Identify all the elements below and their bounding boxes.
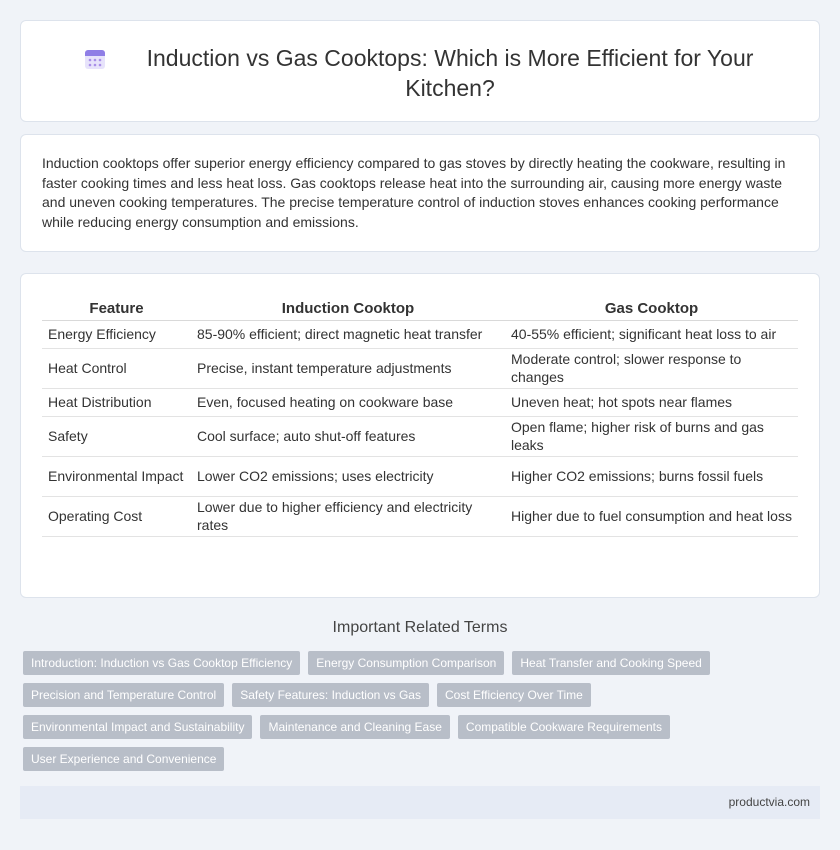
table-cell: Cool surface; auto shut-off features [191,416,505,456]
table-cell: Uneven heat; hot spots near flames [505,388,798,416]
related-term-tag[interactable]: Energy Consumption Comparison [308,651,504,675]
related-term-tag[interactable]: Safety Features: Induction vs Gas [232,683,429,707]
table-row [42,416,798,456]
table-row [42,496,798,536]
table-cell: Operating Cost [42,496,191,536]
footer [20,786,820,819]
table-cell: Safety [42,416,191,456]
related-terms-heading: Important Related Terms [332,619,508,636]
table-row [42,388,798,416]
related-terms-list [23,651,813,779]
related-term-tag[interactable]: Compatible Cookware Requirements [458,715,670,739]
table-cell: 85-90% efficient; direct magnetic heat transfer [191,320,505,348]
table-cell: Heat Distribution [42,388,191,416]
related-term-tag[interactable]: Environmental Impact and Sustainability [23,715,252,739]
table-cell: Open flame; higher risk of burns and gas leaks [505,416,798,456]
column-header-feature: Feature [42,294,191,320]
column-header-gas: Gas Cooktop [505,294,798,320]
table-cell: Even, focused heating on cookware base [191,388,505,416]
comparison-table [42,294,798,537]
table-cell: Environmental Impact [42,456,191,496]
table-cell: Energy Efficiency [42,320,191,348]
related-term-tag[interactable]: Heat Transfer and Cooking Speed [512,651,709,675]
table-cell: Heat Control [42,348,191,388]
related-term-tag[interactable]: User Experience and Convenience [23,747,224,771]
intro-card [20,134,820,252]
related-term-tag[interactable]: Maintenance and Cleaning Ease [260,715,449,739]
column-header-induction: Induction Cooktop [191,294,505,320]
footer-site-link[interactable]: productvia.com [728,795,810,809]
page-title: Induction vs Gas Cooktops: Which is More Efficient for Your Kitchen? [146,45,754,101]
table-row [42,456,798,496]
table-row [42,348,798,388]
related-term-tag[interactable]: Precision and Temperature Control [23,683,224,707]
table-header-row [42,294,798,320]
comparison-card [20,273,820,598]
table-cell: Lower CO2 emissions; uses electricity [191,456,505,496]
table-cell: Lower due to higher efficiency and electricity rates [191,496,505,536]
intro-paragraph: Induction cooktops offer superior energy efficiency compared to gas stoves by directly heating the cookware, resulting in faster cooking times and less heat loss. Gas cooktops release heat into the surrounding air, causing more energy waste and uneven cooking temperatures. The precise temperature control of induction stoves enhances cooking performance while reducing energy consumption and emissions. [42,155,786,230]
table-cell: Moderate control; slower response to changes [505,348,798,388]
table-cell: Higher CO2 emissions; burns fossil fuels [505,456,798,496]
table-cell: Higher due to fuel consumption and heat loss [505,496,798,536]
table-row [42,320,798,348]
table-cell: Precise, instant temperature adjustments [191,348,505,388]
table-cell: 40-55% efficient; significant heat loss to air [505,320,798,348]
title-card [20,20,820,122]
related-term-tag[interactable]: Introduction: Induction vs Gas Cooktop Efficiency [23,651,300,675]
related-term-tag[interactable]: Cost Efficiency Over Time [437,683,591,707]
